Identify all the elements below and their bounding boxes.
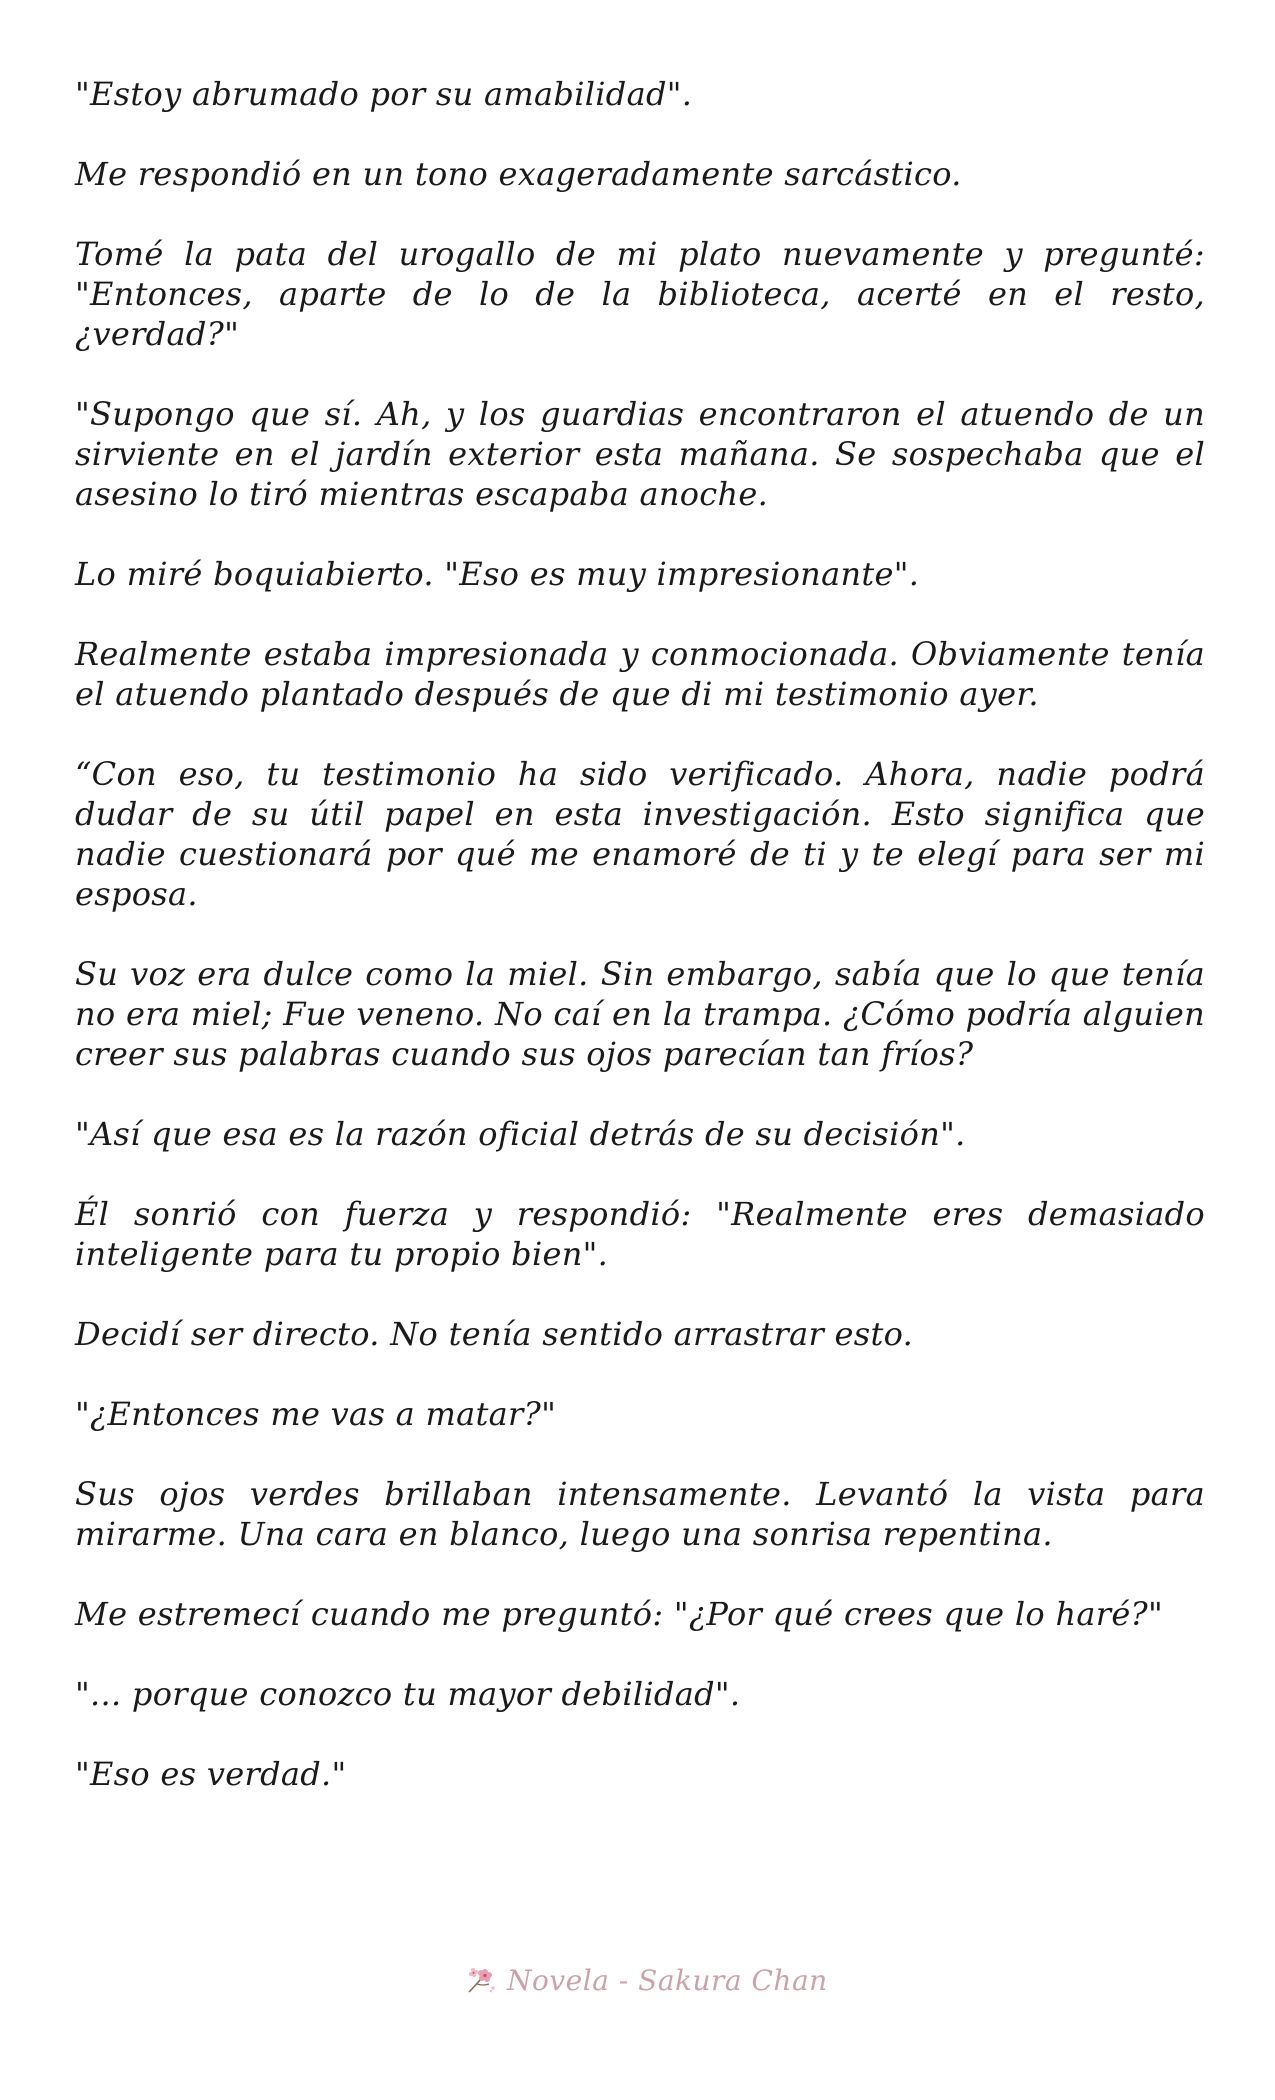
paragraph: Su voz era dulce como la miel. Sin embargo, sabía que lo que tenía no era miel; Fue veneno. No caí en la trampa. ¿Cómo podría alguien creer sus palabras cuando sus ojos parecían tan fríos? [75, 955, 1205, 1073]
paragraph: Decidí ser directo. No tenía sentido arrastrar esto. [75, 1315, 914, 1353]
paragraph: "Así que esa es la razón oficial detrás de su decisión". [75, 1115, 966, 1153]
paragraph: Realmente estaba impresionada y conmocionada. Obviamente tenía el atuendo plantado después de que di mi testimonio ayer. [75, 635, 1205, 713]
paragraph: "Supongo que sí. Ah, y los guardias encontraron el atuendo de un sirviente en el jardín exterior esta mañana. Se sospechaba que el asesino lo tiró mientras escapaba anoche. [75, 395, 1205, 513]
paragraph: Él sonrió con fuerza y respondió: "Realmente eres demasiado inteligente para tu propio bien". [75, 1195, 1205, 1273]
paragraph: Sus ojos verdes brillaban intensamente. Levantó la vista para mirarme. Una cara en blanco, luego una sonrisa repentina. [75, 1475, 1205, 1553]
sakura-flower-icon [463, 1962, 499, 1998]
paragraph: Me respondió en un tono exageradamente sarcástico. [75, 155, 962, 193]
paragraph: "... porque conozco tu mayor debilidad". [75, 1675, 741, 1713]
footer-logo [463, 1960, 828, 2000]
paragraph: Lo miré boquiabierto. "Eso es muy impresionante". [75, 555, 920, 593]
paragraph: "Eso es verdad." [75, 1755, 347, 1793]
paragraph: Tomé la pata del urogallo de mi plato nuevamente y pregunté: "Entonces, aparte de lo de la biblioteca, acerté en el resto, ¿verdad?" [75, 235, 1205, 353]
paragraph: "¿Entonces me vas a matar?" [75, 1395, 557, 1433]
footer-logo-text: Novela - Sakura Chan [507, 1963, 828, 1997]
paragraph: Me estremecí cuando me preguntó: "¿Por qué crees que lo haré?" [75, 1595, 1164, 1633]
paragraph: “Con eso, tu testimonio ha sido verificado. Ahora, nadie podrá dudar de su útil papel en esta investigación. Esto significa que nadie cuestionará por qué me enamoré de ti y te elegí para ser mi esposa. [75, 755, 1205, 913]
paragraph: "Estoy abrumado por su amabilidad". [75, 75, 693, 113]
text-body [75, 74, 1205, 1834]
